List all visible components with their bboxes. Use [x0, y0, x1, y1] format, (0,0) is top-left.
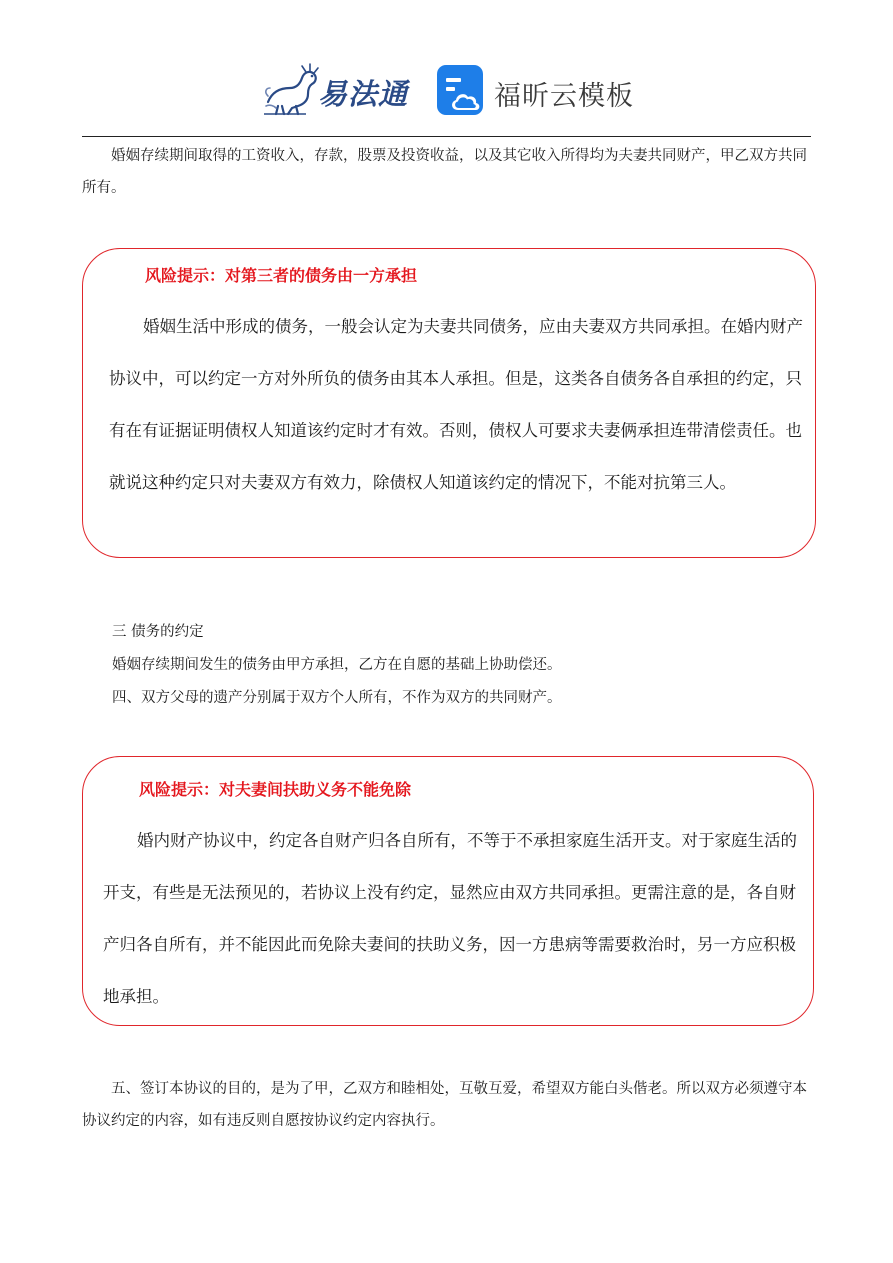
cloud-document-icon — [436, 64, 488, 116]
fuxin-brand-text: 福昕云模板 — [494, 81, 634, 112]
paragraph-agreement-purpose: 五、签订本协议的目的，是为了甲，乙双方和睦相处，互敬互爱，希望双方能白头偕老。所以双方必须遵守本协议约定的内容，如有违反则自愿按协议约定内容执行。 — [82, 1081, 807, 1129]
risk-box-title: 风险提示：对夫妻间扶助义务不能免除 — [139, 780, 412, 799]
section-heading-debt: 三 债务的约定 — [112, 624, 204, 640]
fuxin-logo — [436, 64, 656, 118]
qilin-icon — [262, 62, 320, 118]
paragraph-inheritance: 四、双方父母的遗产分别属于双方个人所有，不作为双方的共同财产。 — [112, 690, 562, 706]
page-header — [0, 60, 893, 124]
paragraph-debt-agreement: 婚姻存续期间发生的债务由甲方承担，乙方在自愿的基础上协助偿还。 — [112, 657, 562, 673]
yifatong-brand-text: 易法通 — [318, 77, 409, 111]
header-divider — [82, 136, 811, 137]
paragraph-joint-property: 婚姻存续期间取得的工资收入，存款，股票及投资收益，以及其它收入所得均为夫妻共同财产，甲乙双方共同所有。 — [82, 148, 807, 196]
risk-box-body: 婚内财产协议中，约定各自财产归各自所有，不等于不承担家庭生活开支。对于家庭生活的开支，有些是无法预见的，若协议上没有约定，显然应由双方共同承担。更需注意的是，各自财产归各自所有，并不能因此而免除夫妻间的扶助义务，因一方患病等需要救治时，另一方应积极地承担。 — [103, 831, 797, 1006]
risk-box-body: 婚姻生活中形成的债务，一般会认定为夫妻共同债务，应由夫妻双方共同承担。在婚内财产协议中，可以约定一方对外所负的债务由其本人承担。但是，这类各自债务各自承担的约定，只有在有证据证明债权人知道该约定时才有效。否则，债权人可要求夫妻俩承担连带清偿责任。也就说这种约定只对夫妻双方有效力，除债权人知道该约定的情况下，不能对抗第三人。 — [109, 317, 803, 492]
yifatong-logo — [262, 62, 422, 118]
risk-box-title: 风险提示：对第三者的债务由一方承担 — [145, 266, 418, 285]
risk-box-third-party-debt — [82, 248, 816, 558]
risk-box-mutual-support — [82, 756, 814, 1026]
